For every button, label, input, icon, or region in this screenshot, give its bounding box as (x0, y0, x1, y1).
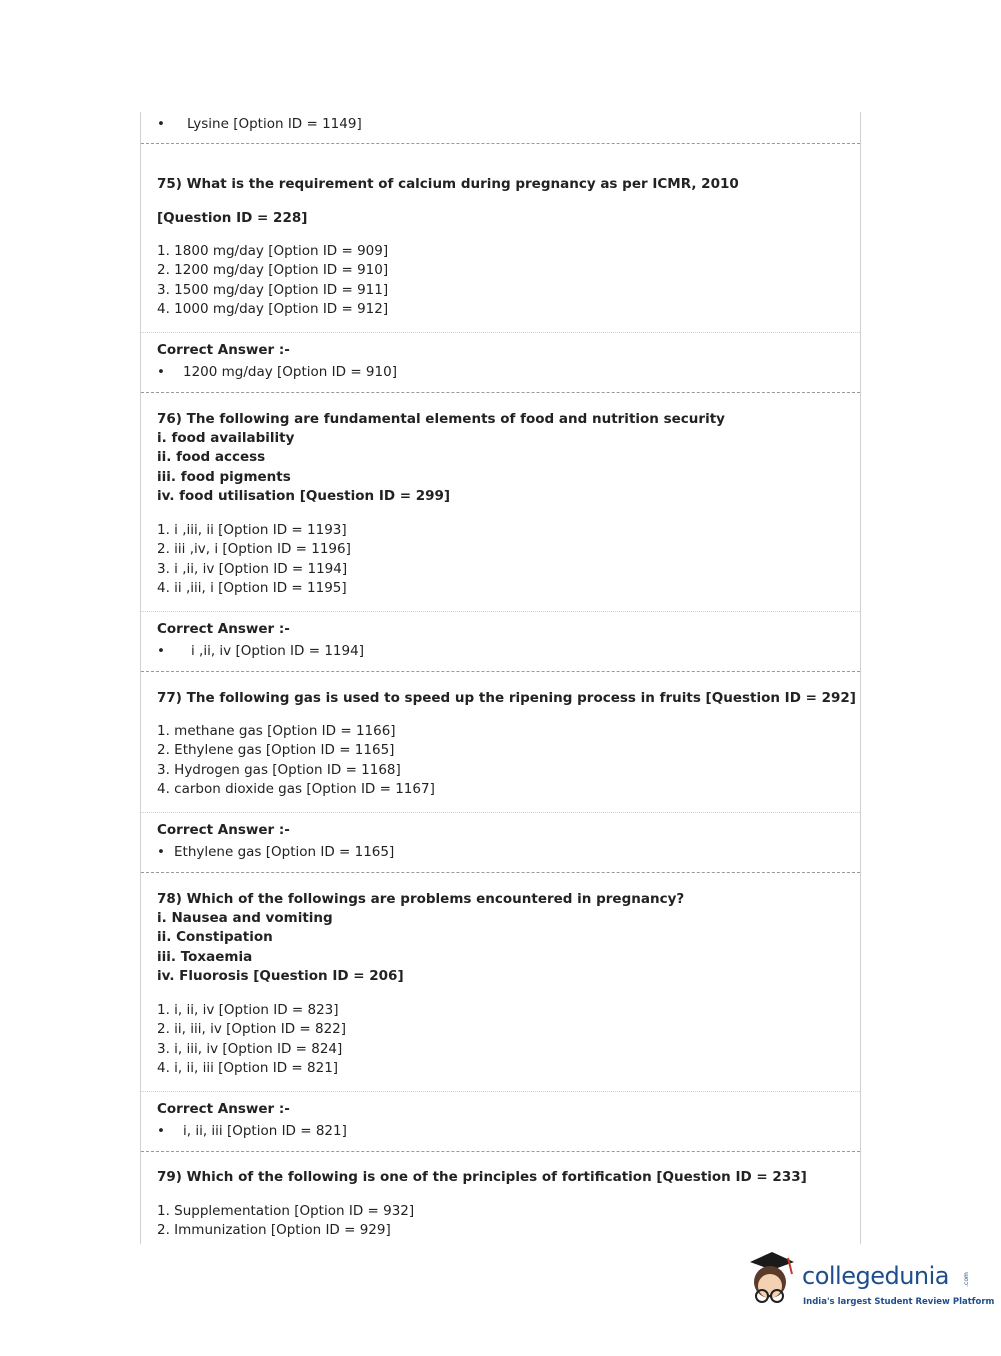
separator (141, 392, 860, 393)
logo-name: collegedunia (802, 1262, 950, 1290)
q76-item-2: ii. food access (157, 449, 266, 465)
q79-option-2: 2. Immunization [Option ID = 929] (157, 1222, 391, 1238)
q76-item-4: iv. food utilisation [Question ID = 299] (157, 488, 451, 504)
separator (141, 872, 860, 873)
q78-option-2: 2. ii, iii, iv [Option ID = 822] (157, 1021, 347, 1037)
q75-title: 75) What is the requirement of calcium during pregnancy as per ICMR, 2010 (157, 176, 739, 192)
q77-option-4: 4. carbon dioxide gas [Option ID = 1167] (157, 781, 435, 797)
bullet: • (157, 643, 165, 659)
logo-com: .com (962, 1272, 970, 1287)
q78-item-2: ii. Constipation (157, 929, 273, 945)
divider (141, 812, 860, 813)
q76-item-1: i. food availability (157, 430, 295, 446)
q78-option-3: 3. i, iii, iv [Option ID = 824] (157, 1041, 343, 1057)
q75-qid: [Question ID = 228] (157, 210, 308, 226)
separator (141, 671, 860, 672)
q77-answer: Ethylene gas [Option ID = 1165] (174, 844, 395, 860)
q78-item-3: iii. Toxaemia (157, 949, 253, 965)
bullet: • (157, 364, 165, 380)
q76-option-1: 1. i ,iii, ii [Option ID = 1193] (157, 522, 347, 538)
divider (141, 611, 860, 612)
q75-option-4: 4. 1000 mg/day [Option ID = 912] (157, 301, 389, 317)
separator (141, 143, 860, 144)
q79-option-1: 1. Supplementation [Option ID = 932] (157, 1203, 415, 1219)
q77-option-1: 1. methane gas [Option ID = 1166] (157, 723, 396, 739)
separator (141, 1151, 860, 1152)
q76-correct-label: Correct Answer :- (157, 621, 290, 637)
q76-item-3: iii. food pigments (157, 469, 291, 485)
q78-option-1: 1. i, ii, iv [Option ID = 823] (157, 1002, 339, 1018)
q75-answer: 1200 mg/day [Option ID = 910] (183, 364, 397, 380)
q77-title: 77) The following gas is used to speed up the ripening process in fruits [Question ID = 292] (157, 690, 856, 706)
bullet: • (157, 116, 165, 132)
divider (141, 1091, 860, 1092)
q78-title: 78) Which of the followings are problems encountered in pregnancy? (157, 891, 685, 907)
logo-tagline: India's largest Student Review Platform (803, 1297, 995, 1307)
divider (141, 332, 860, 333)
q76-option-2: 2. iii ,iv, i [Option ID = 1196] (157, 541, 351, 557)
q78-item-4: iv. Fluorosis [Question ID = 206] (157, 968, 404, 984)
prev-answer: Lysine [Option ID = 1149] (187, 116, 362, 132)
q76-title: 76) The following are fundamental elements of food and nutrition security (157, 411, 725, 427)
q76-option-4: 4. ii ,iii, i [Option ID = 1195] (157, 580, 347, 596)
q77-correct-label: Correct Answer :- (157, 822, 290, 838)
q77-option-3: 3. Hydrogen gas [Option ID = 1168] (157, 762, 401, 778)
q75-option-2: 2. 1200 mg/day [Option ID = 910] (157, 262, 389, 278)
q76-answer: i ,ii, iv [Option ID = 1194] (191, 643, 364, 659)
q78-answer: i, ii, iii [Option ID = 821] (183, 1123, 347, 1139)
bullet: • (157, 1123, 165, 1139)
q75-correct-label: Correct Answer :- (157, 342, 290, 358)
bullet: • (157, 844, 165, 860)
q75-option-3: 3. 1500 mg/day [Option ID = 911] (157, 282, 389, 298)
q78-option-4: 4. i, ii, iii [Option ID = 821] (157, 1060, 339, 1076)
q78-item-1: i. Nausea and vomiting (157, 910, 333, 926)
q77-option-2: 2. Ethylene gas [Option ID = 1165] (157, 742, 395, 758)
q75-option-1: 1. 1800 mg/day [Option ID = 909] (157, 243, 389, 259)
q76-option-3: 3. i ,ii, iv [Option ID = 1194] (157, 561, 348, 577)
q79-title: 79) Which of the following is one of the principles of fortification [Question ID = 233] (157, 1169, 807, 1185)
q78-correct-label: Correct Answer :- (157, 1101, 290, 1117)
